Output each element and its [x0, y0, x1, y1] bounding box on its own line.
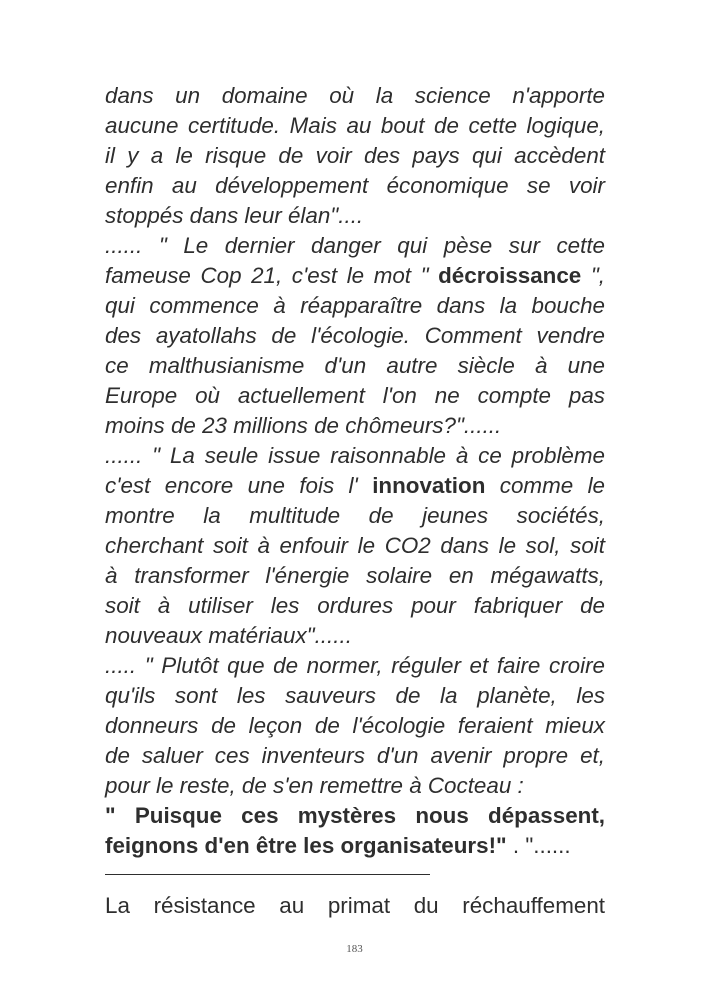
body-text — [105, 81, 605, 921]
text-line — [105, 381, 605, 411]
text-run: La résistance au primat du réchauffement — [105, 893, 605, 918]
text-line — [105, 351, 605, 381]
text-run: ..... " Plutôt que de normer, réguler et faire croire — [105, 653, 605, 678]
quote-bold: " Puisque ces mystères nous dépassent, — [105, 803, 605, 828]
text-run: ", — [581, 263, 606, 288]
text-run: cherchant soit à enfouir le CO2 dans le sol, soit — [105, 533, 605, 558]
text-line — [105, 81, 605, 111]
text-run: ...... " Le dernier danger qui pèse sur cette — [105, 233, 605, 258]
text-run: comme le — [485, 473, 605, 498]
text-run: moins de 23 millions de chômeurs?"...... — [105, 413, 502, 438]
text-run: des ayatollahs de l'écologie. Comment vendre — [105, 323, 605, 348]
text-line — [105, 321, 605, 351]
quote-line — [105, 801, 605, 831]
text-run: c'est encore une fois l' — [105, 473, 373, 498]
text-run: ce malthusianisme d'un autre siècle à une — [105, 353, 605, 378]
text-run: ...... " La seule issue raisonnable à ce problème — [105, 443, 605, 468]
text-line — [105, 621, 605, 651]
text-line — [105, 501, 605, 531]
bold-term: innovation — [372, 473, 486, 498]
text-line — [105, 651, 605, 681]
text-run: Europe où actuellement l'on ne compte pas — [105, 383, 605, 408]
text-line — [105, 291, 605, 321]
text-run: nouveaux matériaux"...... — [105, 623, 352, 648]
text-line — [105, 411, 605, 441]
text-line — [105, 231, 605, 261]
text-line — [105, 741, 605, 771]
text-run: qu'ils sont les sauveurs de la planète, les — [105, 683, 605, 708]
text-line — [105, 591, 605, 621]
text-line — [105, 681, 605, 711]
text-line — [105, 111, 605, 141]
text-line — [105, 441, 605, 471]
page-number: 183 — [346, 943, 363, 955]
text-run: à transformer l'énergie solaire en mégawatts, — [105, 563, 605, 588]
text-run: enfin au développement économique se voir — [105, 173, 605, 198]
text-line — [105, 261, 605, 291]
text-line — [105, 201, 605, 231]
text-run: il y a le risque de voir des pays qui accèdent — [105, 143, 605, 168]
quote-line — [105, 831, 605, 861]
text-line — [105, 171, 605, 201]
text-line — [105, 891, 605, 921]
text-run: fameuse Cop 21, c'est le mot " — [105, 263, 439, 288]
text-run: donneurs de leçon de l'écologie feraient mieux — [105, 713, 605, 738]
text-line — [105, 141, 605, 171]
separator-spacer — [105, 861, 605, 891]
section-separator — [105, 874, 430, 875]
text-line — [105, 471, 605, 501]
text-run: qui commence à réapparaître dans la bouche — [105, 293, 605, 318]
text-run: soit à utiliser les ordures pour fabriquer de — [105, 593, 605, 618]
text-run: pour le reste, de s'en remettre à Cocteau : — [105, 773, 524, 798]
quote-bold: feignons d'en être les organisateurs!" — [105, 833, 507, 858]
bold-term: décroissance — [438, 263, 582, 288]
text-line — [105, 711, 605, 741]
text-run: dans un domaine où la science n'apporte — [105, 83, 605, 108]
text-run: montre la multitude de jeunes sociétés, — [105, 503, 605, 528]
text-run: aucune certitude. Mais au bout de cette logique, — [105, 113, 605, 138]
text-run: stoppés dans leur élan".... — [105, 203, 364, 228]
text-line — [105, 531, 605, 561]
text-run: de saluer ces inventeurs d'un avenir propre et, — [105, 743, 605, 768]
text-run: . "...... — [506, 833, 571, 858]
text-line — [105, 561, 605, 591]
text-line — [105, 771, 605, 801]
